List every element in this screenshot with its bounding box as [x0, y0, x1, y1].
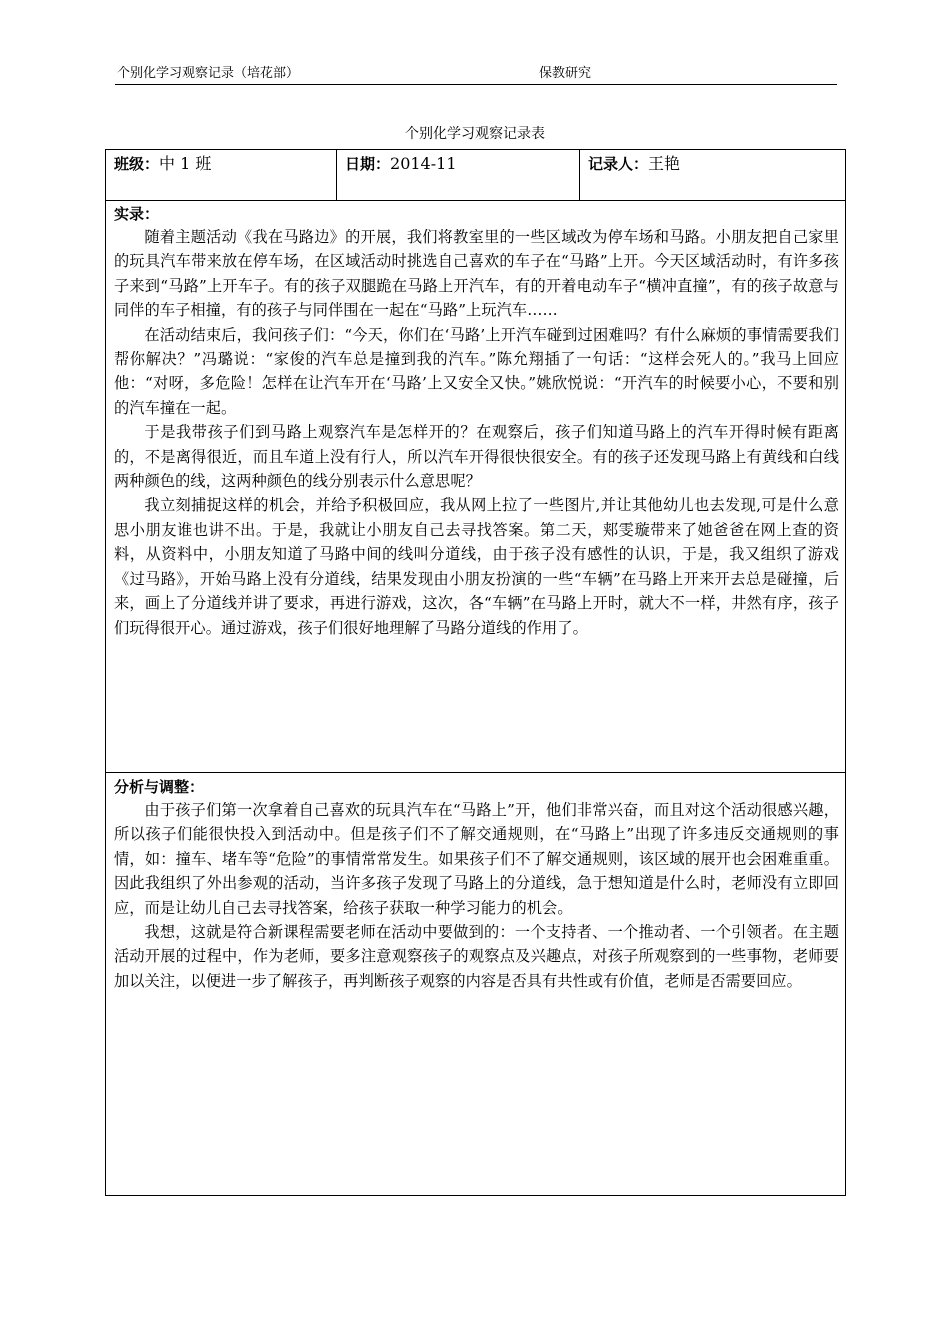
record-paragraph: 于是我带孩子们到马路上观察汽车是怎样开的？在观察后，孩子们知道马路上的汽车开得时候有距离的，不是离得很近，而且车道上没有行人，所以汽车开得很快很安全。有的孩子还发现马路上有黄线和白线两种颜色的线，这两种颜色的线分别表示什么意思呢？	[114, 423, 839, 491]
table-title: 个别化学习观察记录表	[405, 126, 545, 142]
recorder-cell	[579, 150, 845, 200]
recorder-label: 记录人：	[588, 155, 649, 173]
observation-record-table	[105, 149, 846, 1196]
analysis-section	[106, 773, 845, 1195]
record-paragraph: 随着主题活动《我在马路边》的开展，我们将教室里的一些区域改为停车场和马路。小朋友把自己家里的玩具汽车带来放在停车场，在区域活动时挑选自己喜欢的车子在“马路”上开。今天区域活动时，有许多孩子来到“马路”上开车子。有的孩子双腿跪在马路上开汽车，有的开着电动车子“横冲直撞”，有的孩子故意与同伴的车子相撞，有的孩子与同伴围在一起在“马路”上玩汽车……	[114, 228, 839, 320]
meta-row	[106, 150, 845, 201]
record-paragraph: 我立刻捕捉这样的机会，并给予积极回应，我从网上拉了一些图片,并让其他幼儿也去发现,可是什么意思小朋友谁也讲不出。于是，我就让小朋友自己去寻找答案。第二天，郏雯璇带来了她爸爸在网上查的资料，从资料中，小朋友知道了马路中间的线叫分道线，由于孩子没有感性的认识，于是，我又组织了游戏《过马路》，开始马路上没有分道线，结果发现由小朋友扮演的一些“车辆”在马路上开来开去总是碰撞，后来，画上了分道线并讲了要求，再进行游戏，这次，各“车辆”在马路上开时，就大不一样，井然有序，孩子们玩得很开心。通过游戏，孩子们很好地理解了马路分道线的作用了。	[114, 496, 839, 637]
class-value: 中 1 班	[159, 154, 212, 173]
record-paragraph: 在活动结束后，我问孩子们：“今天，你们在‘马路’上开汽车碰到过困难吗？有什么麻烦的事情需要我们帮你解决？”冯璐说：“家俊的汽车总是撞到我的汽车。”陈允翔插了一句话：“这样会死人的。”我马上回应他：“对呀，多危险！怎样在让汽车开在‘马路’上又安全又快。”姚欣悦说：“开汽车的时候要小心，不要和别的汽车撞在一起。	[114, 325, 839, 417]
header-right-text: 保教研究	[539, 66, 592, 81]
class-label: 班级：	[114, 155, 160, 173]
date-cell	[336, 150, 579, 200]
analysis-paragraph: 由于孩子们第一次拿着自己喜欢的玩具汽车在“马路上”开，他们非常兴奋，而且对这个活动很感兴趣，所以孩子们能很快投入到活动中。但是孩子们不了解交通规则，在“马路上”出现了许多违反交通规则的事情，如：撞车、堵车等“危险”的事情常常发生。如果孩子们不了解交通规则，该区域的展开也会困难重重。因此我组织了外出参观的活动，当许多孩子发现了马路上的分道线，急于想知道是什么时，老师没有立即回应，而是让幼儿自己去寻找答案，给孩子获取一种学习能力的机会。	[114, 801, 840, 917]
record-section-title: 实录：	[114, 205, 160, 223]
page-header	[115, 64, 837, 85]
analysis-paragraph: 我想，这就是符合新课程需要老师在活动中要做到的：一个支持者、一个推动者、一个引领者。在主题活动开展的过程中，作为老师，要多注意观察孩子的观察点及兴趣点，对孩子所观察到的一些事物，老师要加以关注，以便进一步了解孩子，再判断孩子观察的内容是否具有共性或有价值，老师是否需要回应。	[114, 923, 839, 990]
date-value: 2014-11	[390, 154, 457, 173]
analysis-section-title: 分析与调整：	[114, 778, 205, 796]
header-left-text: 个别化学习观察记录（培花部）	[117, 66, 300, 81]
recorder-value: 王艳	[648, 154, 681, 173]
date-label: 日期：	[345, 155, 391, 173]
class-cell	[106, 150, 336, 200]
record-section	[106, 200, 845, 773]
